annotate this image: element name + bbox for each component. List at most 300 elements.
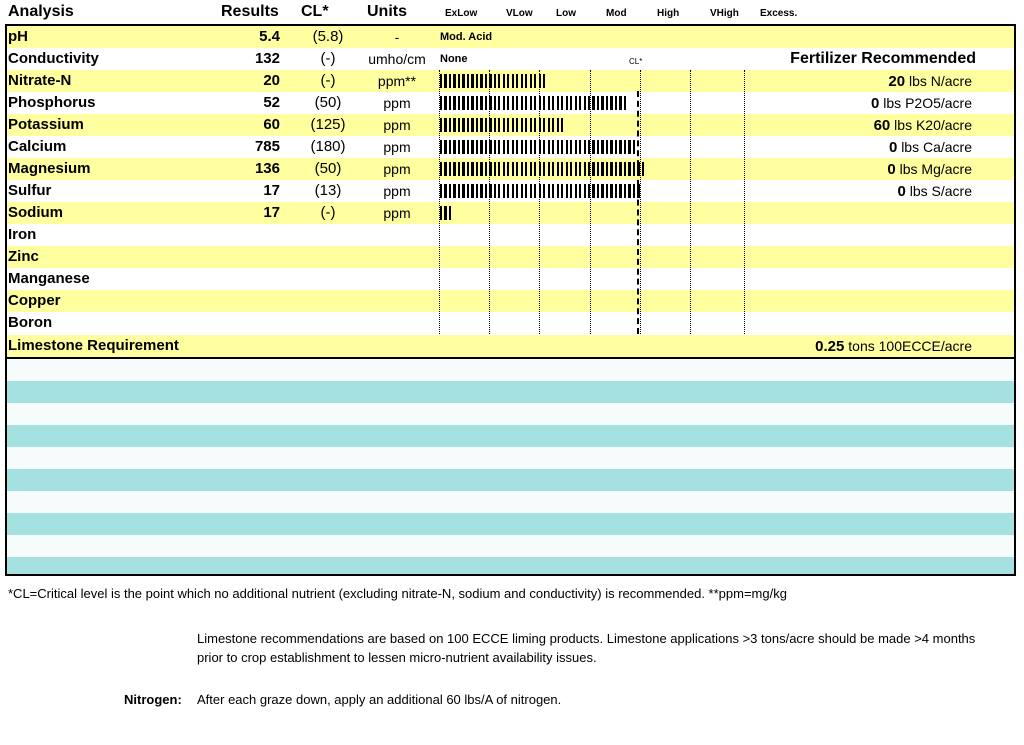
level-tick — [489, 162, 491, 176]
level-tick — [471, 96, 473, 110]
level-tick — [471, 184, 473, 198]
level-tick — [552, 118, 554, 132]
unit-value — [342, 312, 452, 334]
analyte-name: Sodium — [8, 204, 63, 221]
level-tick — [503, 96, 505, 110]
level-tick — [449, 140, 451, 154]
limestone-amount: 0.25 — [815, 338, 845, 355]
level-tick — [628, 140, 630, 154]
level-tick — [592, 96, 594, 110]
level-tick — [516, 74, 518, 88]
level-tick — [566, 184, 568, 198]
level-tick — [530, 118, 532, 132]
level-tick — [637, 162, 639, 176]
level-tick — [548, 162, 550, 176]
analysis-row — [7, 180, 1014, 202]
level-tick — [444, 74, 446, 88]
level-text: None — [440, 53, 468, 65]
level-tick — [485, 96, 487, 110]
level-text: Mod. Acid — [440, 31, 493, 43]
level-tick — [467, 96, 469, 110]
level-tick — [566, 140, 568, 154]
level-tick — [444, 140, 446, 154]
level-low: Low — [556, 8, 576, 19]
level-tick — [453, 162, 455, 176]
critical-level-label: CL* — [629, 57, 643, 66]
level-tick — [476, 140, 478, 154]
level-tick — [525, 184, 527, 198]
limestone-unit: tons 100ECCE/acre — [848, 338, 972, 354]
level-tick — [507, 118, 509, 132]
level-tick — [584, 140, 586, 154]
level-bar-graph — [440, 96, 626, 110]
level-tick — [624, 184, 626, 198]
level-tick — [476, 184, 478, 198]
level-tick — [489, 140, 491, 154]
level-tick — [557, 184, 559, 198]
level-tick — [606, 140, 608, 154]
limestone-recommendation — [815, 335, 972, 357]
level-tick — [467, 118, 469, 132]
level-tick — [516, 184, 518, 198]
analysis-row — [7, 268, 1014, 290]
level-tick — [539, 74, 541, 88]
level-tick — [561, 140, 563, 154]
fertilizer-amount: 20 — [888, 73, 906, 90]
analyte-name: Calcium — [8, 138, 67, 155]
level-tick — [588, 184, 590, 198]
level-tick — [552, 184, 554, 198]
level-tick — [512, 140, 514, 154]
level-tick — [489, 74, 491, 88]
level-tick — [619, 162, 621, 176]
level-tick — [606, 96, 608, 110]
level-tick — [444, 206, 446, 220]
fertilizer-recommendation — [871, 92, 972, 114]
level-tick — [530, 184, 532, 198]
level-tick — [494, 140, 496, 154]
level-tick — [467, 140, 469, 154]
level-tick — [503, 74, 505, 88]
level-tick — [548, 96, 550, 110]
level-tick — [449, 118, 451, 132]
level-tick — [498, 184, 500, 198]
result-value: 132 — [254, 50, 280, 67]
level-tick — [597, 184, 599, 198]
level-tick — [539, 162, 541, 176]
analysis-row — [7, 114, 1014, 136]
level-tick — [539, 118, 541, 132]
level-tick — [530, 140, 532, 154]
level-tick — [637, 184, 639, 198]
level-tick — [521, 184, 523, 198]
level-tick — [444, 162, 446, 176]
level-tick — [453, 118, 455, 132]
fertilizer-unit: lbs P2O5/acre — [883, 95, 972, 111]
level-tick — [521, 140, 523, 154]
level-tick — [467, 162, 469, 176]
level-tick — [516, 140, 518, 154]
level-tick — [548, 140, 550, 154]
level-tick — [507, 140, 509, 154]
level-tick — [498, 118, 500, 132]
level-tick — [601, 162, 603, 176]
analysis-rows — [7, 26, 1014, 357]
level-tick — [552, 162, 554, 176]
level-tick — [525, 162, 527, 176]
notes-band — [7, 381, 1014, 403]
level-tick — [525, 74, 527, 88]
level-tick — [498, 74, 500, 88]
level-bar-graph — [440, 206, 451, 220]
level-tick — [525, 96, 527, 110]
level-tick — [444, 184, 446, 198]
level-tick — [534, 162, 536, 176]
level-tick — [579, 184, 581, 198]
level-bar-graph — [440, 184, 640, 198]
level-tick — [566, 162, 568, 176]
level-tick — [584, 184, 586, 198]
level-tick — [606, 184, 608, 198]
level-tick — [619, 140, 621, 154]
level-tick — [489, 118, 491, 132]
level-tick — [543, 96, 545, 110]
unit-value: ppm — [383, 183, 411, 199]
level-tick — [606, 162, 608, 176]
level-tick — [561, 184, 563, 198]
analysis-row — [7, 202, 1014, 224]
level-tick — [440, 162, 442, 176]
level-exlow: ExLow — [445, 8, 478, 19]
fertilizer-recommendation — [888, 70, 972, 92]
level-tick — [624, 96, 626, 110]
unit-value — [342, 268, 452, 290]
level-tick — [521, 162, 523, 176]
critical-level-value: (13) — [314, 182, 342, 199]
level-tick — [579, 162, 581, 176]
level-tick — [440, 96, 442, 110]
result-value: 785 — [254, 138, 280, 155]
level-tick — [485, 118, 487, 132]
analyte-name: Copper — [8, 292, 61, 309]
level-tick — [610, 140, 612, 154]
level-bar-graph — [440, 74, 545, 88]
level-tick — [494, 118, 496, 132]
level-tick — [489, 184, 491, 198]
level-tick — [498, 96, 500, 110]
level-bar-graph — [440, 162, 644, 176]
result-value: 20 — [263, 72, 280, 89]
critical-level-value: (5.8) — [312, 28, 344, 45]
level-tick — [539, 96, 541, 110]
level-tick — [543, 140, 545, 154]
level-tick — [624, 162, 626, 176]
level-tick — [440, 140, 442, 154]
level-tick — [575, 184, 577, 198]
level-tick — [530, 74, 532, 88]
level-tick — [480, 118, 482, 132]
level-tick — [507, 184, 509, 198]
unit-value: ppm — [383, 205, 411, 221]
level-tick — [601, 140, 603, 154]
level-tick — [521, 96, 523, 110]
level-tick — [449, 206, 451, 220]
level-tick — [619, 96, 621, 110]
level-tick — [476, 96, 478, 110]
level-tick — [512, 74, 514, 88]
level-tick — [566, 96, 568, 110]
level-tick — [615, 162, 617, 176]
level-tick — [494, 96, 496, 110]
level-vlow: VLow — [506, 8, 533, 19]
analyte-name: Conductivity — [8, 50, 99, 67]
level-tick — [534, 184, 536, 198]
level-tick — [485, 140, 487, 154]
level-tick — [557, 162, 559, 176]
level-tick — [543, 118, 545, 132]
level-tick — [539, 140, 541, 154]
level-tick — [498, 162, 500, 176]
level-tick — [516, 96, 518, 110]
level-tick — [512, 118, 514, 132]
level-tick — [642, 162, 644, 176]
level-tick — [619, 184, 621, 198]
level-tick — [503, 184, 505, 198]
level-tick — [444, 96, 446, 110]
level-tick — [579, 140, 581, 154]
result-value: 17 — [263, 204, 280, 221]
level-tick — [444, 118, 446, 132]
level-tick — [507, 96, 509, 110]
analyte-name: Sulfur — [8, 182, 52, 199]
level-mod: Mod — [606, 8, 627, 19]
level-tick — [633, 140, 635, 154]
level-tick — [440, 74, 442, 88]
level-tick — [525, 118, 527, 132]
critical-level-value: (125) — [310, 116, 346, 133]
analysis-row — [7, 92, 1014, 114]
level-tick — [597, 162, 599, 176]
analysis-row — [7, 246, 1014, 268]
analyte-name: Zinc — [8, 248, 39, 265]
level-tick — [534, 140, 536, 154]
level-tick — [503, 162, 505, 176]
level-tick — [476, 74, 478, 88]
level-tick — [485, 162, 487, 176]
level-tick — [543, 184, 545, 198]
level-tick — [489, 96, 491, 110]
fertilizer-recommended-title: Fertilizer Recommended — [790, 50, 976, 67]
level-tick — [440, 184, 442, 198]
critical-level-value: (50) — [314, 94, 342, 111]
critical-level-footnote: *CL=Critical level is the point which no additional nutrient (excluding nitrate-N, sodium and conductivity) is recommended. **ppm=mg/kg — [8, 586, 787, 601]
level-tick — [449, 96, 451, 110]
limestone-row — [7, 335, 1014, 357]
level-tick — [534, 74, 536, 88]
level-tick — [440, 206, 442, 220]
notes-band — [7, 513, 1014, 535]
level-tick — [615, 184, 617, 198]
level-excess: Excess. — [760, 8, 798, 19]
limestone-note: Limestone recommendations are based on 100 ECCE liming products. Limestone applications >3 tons/acre should be made >4 months prior to crop establishment to lessen micro-nutrient availability issues. — [197, 631, 976, 665]
level-tick — [440, 118, 442, 132]
level-tick — [592, 162, 594, 176]
level-tick — [462, 184, 464, 198]
analysis-row — [7, 224, 1014, 246]
level-tick — [628, 184, 630, 198]
level-tick — [584, 96, 586, 110]
result-value: 17 — [263, 182, 280, 199]
level-tick — [494, 74, 496, 88]
level-tick — [592, 140, 594, 154]
analyte-name: Boron — [8, 314, 53, 331]
level-tick — [480, 74, 482, 88]
level-tick — [543, 162, 545, 176]
fertilizer-amount: 0 — [888, 139, 898, 156]
fertilizer-amount: 0 — [897, 183, 906, 200]
level-tick — [507, 74, 509, 88]
level-tick — [610, 162, 612, 176]
level-tick — [453, 184, 455, 198]
level-tick — [462, 74, 464, 88]
level-tick — [633, 184, 635, 198]
level-tick — [615, 96, 617, 110]
analyte-name: Nitrate-N — [8, 72, 72, 89]
level-tick — [521, 118, 523, 132]
unit-value — [342, 290, 452, 312]
level-tick — [458, 140, 460, 154]
analysis-row — [7, 312, 1014, 334]
level-tick — [615, 140, 617, 154]
level-tick — [601, 96, 603, 110]
level-tick — [485, 184, 487, 198]
fertilizer-unit: lbs K20/acre — [894, 117, 972, 133]
level-tick — [584, 162, 586, 176]
level-bar-graph — [440, 140, 635, 154]
level-tick — [561, 162, 563, 176]
level-tick — [503, 140, 505, 154]
level-high: High — [657, 8, 680, 19]
level-tick — [476, 118, 478, 132]
level-tick — [534, 96, 536, 110]
level-tick — [471, 118, 473, 132]
level-tick — [552, 96, 554, 110]
level-tick — [480, 140, 482, 154]
unit-value: ppm** — [377, 73, 417, 89]
unit-value: - — [394, 29, 400, 45]
level-tick — [552, 140, 554, 154]
fertilizer-amount: 0 — [871, 95, 880, 112]
analyte-name: pH — [8, 28, 28, 45]
level-tick — [588, 162, 590, 176]
result-value: 5.4 — [259, 28, 280, 45]
level-tick — [570, 96, 572, 110]
header-results: Results — [221, 3, 279, 20]
level-tick — [575, 96, 577, 110]
level-bar-graph — [440, 118, 563, 132]
level-tick — [471, 162, 473, 176]
level-tick — [462, 96, 464, 110]
unit-value: ppm — [383, 117, 411, 133]
level-tick — [557, 96, 559, 110]
level-tick — [575, 162, 577, 176]
result-value: 52 — [263, 94, 280, 111]
unit-value: ppm — [383, 161, 411, 177]
level-tick — [494, 162, 496, 176]
analysis-row — [7, 158, 1014, 180]
notes-band — [7, 425, 1014, 447]
level-tick — [476, 162, 478, 176]
level-tick — [628, 162, 630, 176]
level-tick — [494, 184, 496, 198]
analyte-name: Phosphorus — [8, 94, 96, 111]
level-tick — [597, 140, 599, 154]
level-tick — [480, 96, 482, 110]
level-tick — [575, 140, 577, 154]
level-tick — [458, 74, 460, 88]
level-tick — [458, 162, 460, 176]
level-tick — [548, 184, 550, 198]
level-tick — [539, 184, 541, 198]
header-cl: CL* — [301, 3, 329, 20]
level-tick — [503, 118, 505, 132]
level-tick — [534, 118, 536, 132]
level-tick — [530, 96, 532, 110]
fertilizer-recommendation — [874, 114, 972, 136]
level-tick — [548, 118, 550, 132]
level-tick — [512, 96, 514, 110]
level-tick — [570, 184, 572, 198]
level-tick — [521, 74, 523, 88]
notes-band — [7, 447, 1014, 469]
level-vhigh: VHigh — [710, 8, 739, 19]
header-units: Units — [367, 3, 407, 20]
critical-level-value: (180) — [310, 138, 346, 155]
nitrogen-note: After each graze down, apply an additional 60 lbs/A of nitrogen. — [197, 692, 562, 707]
fertilizer-unit: lbs S/acre — [909, 183, 972, 199]
notes-band — [7, 557, 1014, 576]
fertilizer-recommendation — [887, 158, 972, 180]
unit-value: ppm — [383, 95, 411, 111]
analysis-row — [7, 136, 1014, 158]
fertilizer-amount: 0 — [887, 161, 896, 178]
level-tick — [561, 118, 563, 132]
level-tick — [633, 162, 635, 176]
level-tick — [458, 96, 460, 110]
level-tick — [561, 96, 563, 110]
level-tick — [453, 96, 455, 110]
fertilizer-amount: 60 — [873, 117, 891, 134]
level-tick — [588, 140, 590, 154]
level-tick — [512, 184, 514, 198]
level-tick — [462, 140, 464, 154]
fertilizer-unit: lbs Mg/acre — [899, 161, 972, 177]
level-tick — [485, 74, 487, 88]
level-tick — [543, 74, 545, 88]
unit-value: umho/cm — [368, 51, 426, 67]
level-tick — [592, 184, 594, 198]
critical-level-value: (50) — [314, 160, 342, 177]
level-tick — [471, 74, 473, 88]
level-tick — [471, 140, 473, 154]
level-tick — [507, 162, 509, 176]
level-tick — [557, 118, 559, 132]
unit-value — [342, 246, 452, 268]
analysis-row — [7, 290, 1014, 312]
notes-area — [7, 359, 1014, 574]
level-tick — [530, 162, 532, 176]
level-tick — [498, 140, 500, 154]
